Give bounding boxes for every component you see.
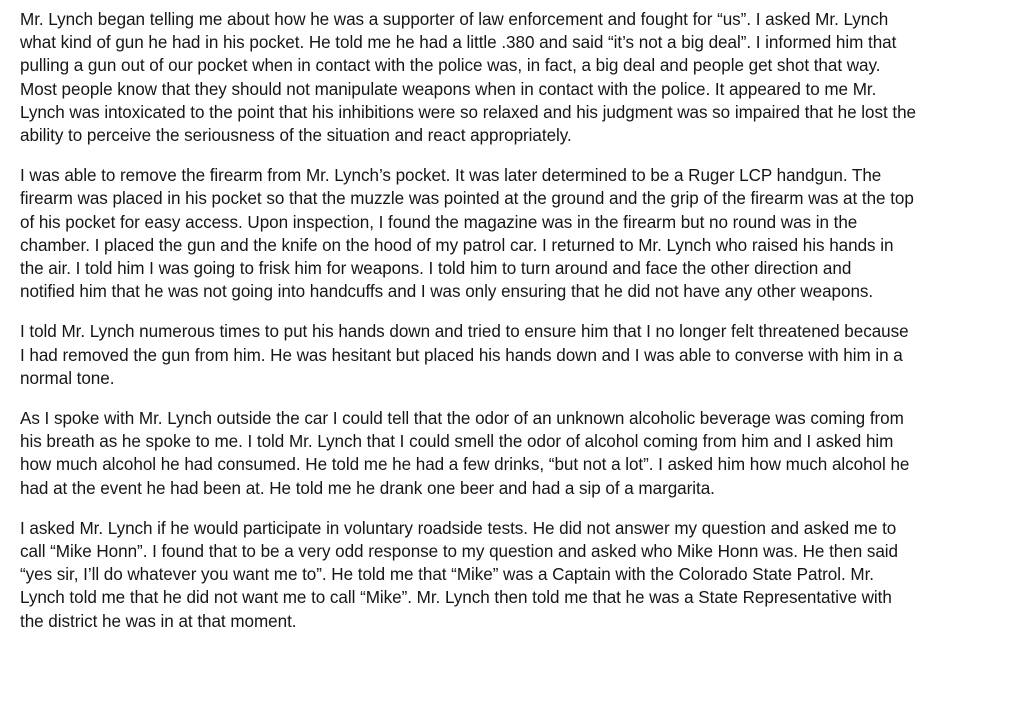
text-line: normal tone. [20,368,115,388]
text-line: ability to perceive the seriousness of the situation and react appropriately. [20,126,572,146]
text-line: the air. I told him I was going to frisk him for weapons. I told him to turn around and face the other direction and [20,259,852,279]
document-page [20,8,1010,650]
paragraph-4 [20,407,1010,500]
text-line: Most people know that they should not manipulate weapons when in contact with the police. It appeared to me Mr. [20,79,877,99]
text-line: his breath as he spoke to me. I told Mr. Lynch that I could smell the odor of alcohol coming from him and I asked him [20,432,894,452]
text-line: I asked Mr. Lynch if he would participate in voluntary roadside tests. He did not answer my question and asked me to [20,518,897,538]
text-line: I was able to remove the firearm from Mr. Lynch’s pocket. It was later determined to be a Ruger LCP handgun. The [20,166,882,186]
text-line: notified him that he was not going into handcuffs and I was only ensuring that he did not have any other weapons. [20,282,874,302]
text-line: of his pocket for easy access. Upon inspection, I found the magazine was in the firearm but no round was in the [20,212,858,232]
text-line: I told Mr. Lynch numerous times to put his hands down and tried to ensure him that I no longer felt threatened because [20,322,909,342]
text-line: I had removed the gun from him. He was hesitant but placed his hands down and I was able to converse with him in a [20,345,903,365]
text-line: Lynch told me that he did not want me to call “Mike”. Mr. Lynch then told me that he was a State Representative with [20,588,892,608]
text-line: As I spoke with Mr. Lynch outside the car I could tell that the odor of an unknown alcoholic beverage was coming from [20,409,904,429]
text-line: the district he was in at that moment. [20,611,297,631]
paragraph-3 [20,320,1010,390]
paragraph-2 [20,164,1010,303]
text-line: Lynch was intoxicated to the point that his inhibitions were so relaxed and his judgment was so impaired that he lost the [20,102,917,122]
text-line: how much alcohol he had consumed. He told me he had a few drinks, “but not a lot”. I asked him how much alcohol he [20,455,910,475]
text-line: “yes sir, I’ll do whatever you want me to”. He told me that “Mike” was a Captain with the Colorado State Patrol. Mr. [20,565,874,585]
text-line: what kind of gun he had in his pocket. He told me he had a little .380 and said “it’s not a big deal”. I informed him that [20,33,897,53]
paragraph-5 [20,517,1010,633]
paragraph-1 [20,8,1010,147]
text-line: pulling a gun out of our pocket when in contact with the police was, in fact, a big deal and people get shot that way. [20,56,881,76]
text-line: had at the event he had been at. He told me he drank one beer and had a sip of a margarita. [20,478,715,498]
text-line: Mr. Lynch began telling me about how he was a supporter of law enforcement and fought for “us”. I asked Mr. Lynch [20,10,889,29]
text-line: call “Mike Honn”. I found that to be a very odd response to my question and asked who Mike Honn was. He then said [20,542,899,562]
text-line: chamber. I placed the gun and the knife on the hood of my patrol car. I returned to Mr. Lynch who raised his hands in [20,235,894,255]
text-line: firearm was placed in his pocket so that the muzzle was pointed at the ground and the grip of the firearm was at the top [20,189,914,209]
